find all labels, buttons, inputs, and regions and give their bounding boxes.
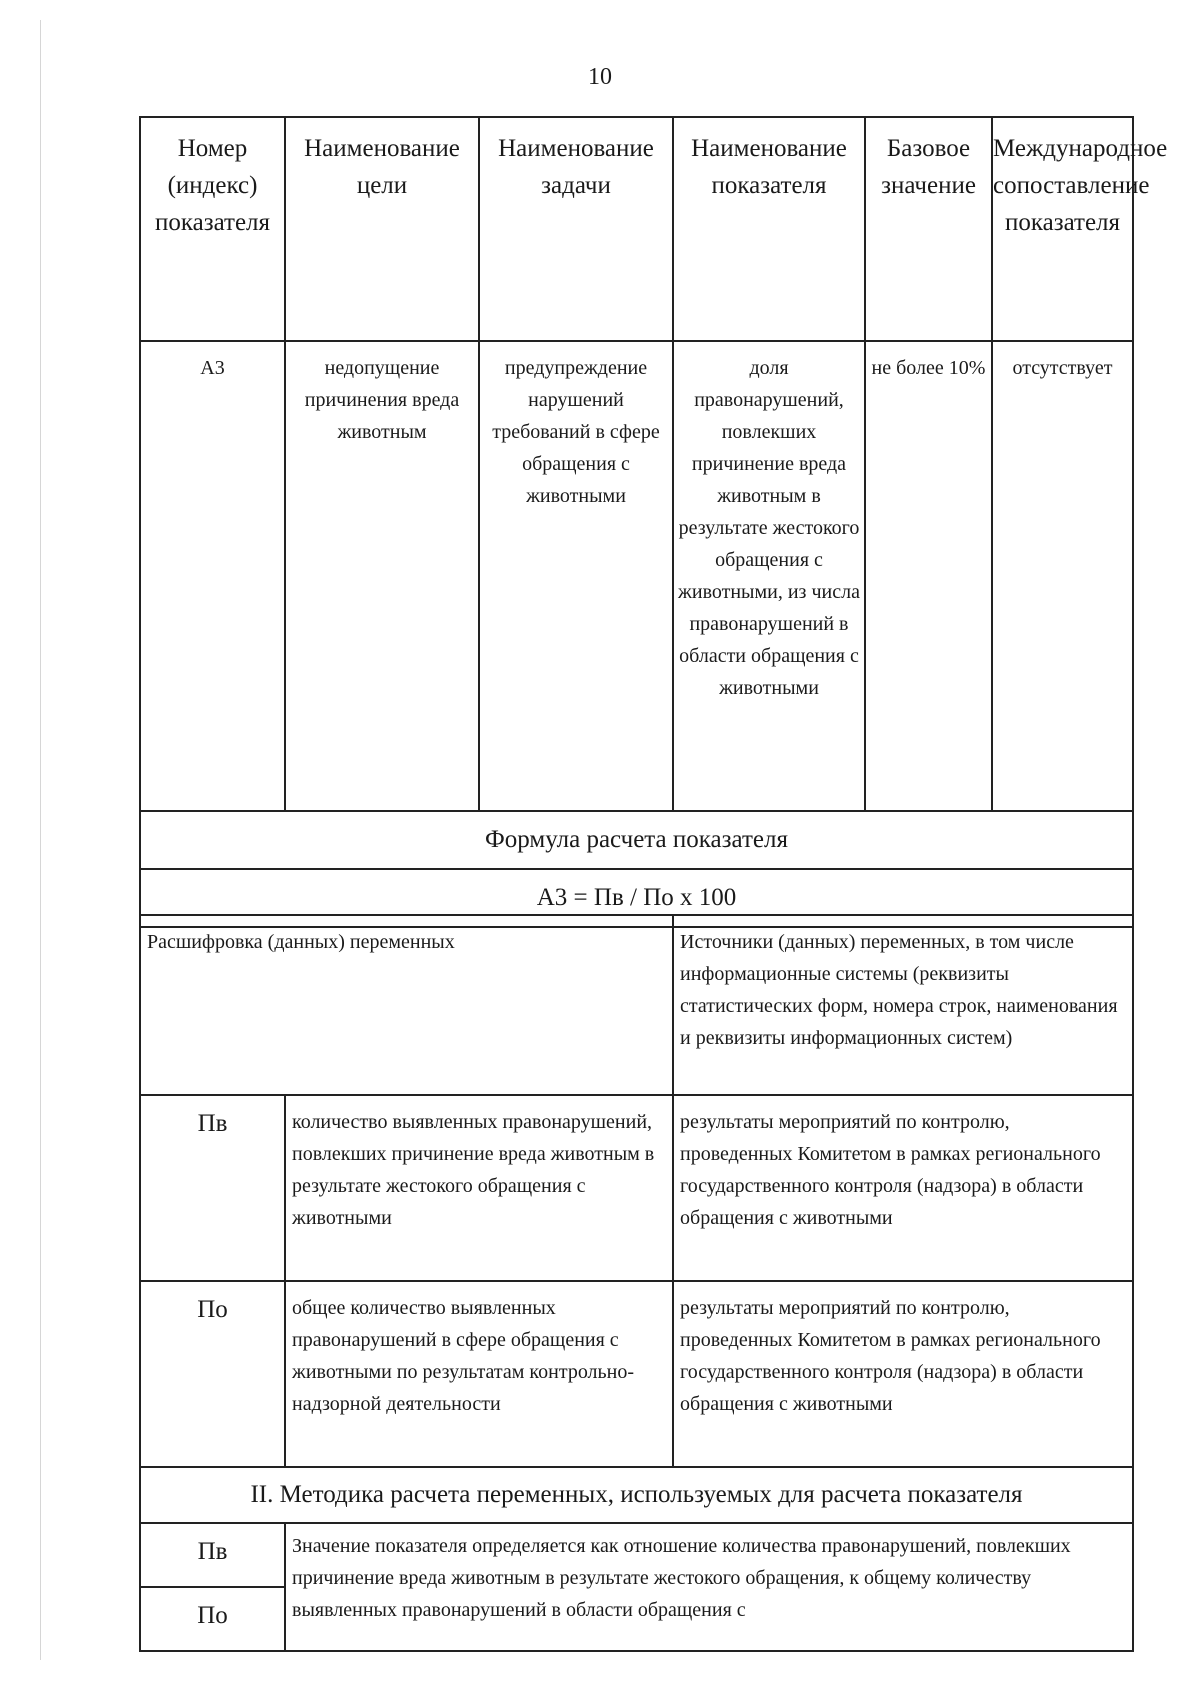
methodology-text: Значение показателя определяется как отношение количества правонарушений, повлекших причинение вреда животным в результате жестокого обращения, к общему количеству выявленных правонарушений в области обращения с bbox=[285, 1523, 1133, 1651]
methodology-symbol: Пв bbox=[140, 1523, 285, 1587]
indicator-data-row bbox=[140, 341, 1133, 811]
variable-description: количество выявленных правонарушений, повлекших причинение вреда животным в результате жестокого обращения с животными bbox=[285, 1095, 673, 1281]
variable-row bbox=[140, 1281, 1133, 1467]
header-task: Наименование задачи bbox=[479, 117, 673, 341]
cell-base-value: не более 10% bbox=[865, 341, 992, 811]
variables-decoding-header: Расшифровка (данных) переменных bbox=[140, 915, 673, 1095]
header-indicator: Наименование показателя bbox=[673, 117, 865, 341]
formula-title: Формула расчета показателя bbox=[140, 811, 1133, 869]
variable-symbol: По bbox=[140, 1281, 285, 1467]
variables-table bbox=[139, 914, 1134, 1652]
header-international: Международное сопоставление показателя bbox=[992, 117, 1133, 341]
methodology-symbol: По bbox=[140, 1587, 285, 1651]
cell-task: предупреждение нарушений требований в сфере обращения с животными bbox=[479, 341, 673, 811]
header-base-value: Базовое значение bbox=[865, 117, 992, 341]
methodology-row bbox=[140, 1523, 1133, 1587]
formula-title-row bbox=[140, 811, 1133, 869]
cell-goal: недопущение причинения вреда животным bbox=[285, 341, 479, 811]
indicator-table bbox=[139, 116, 1168, 928]
scan-margin-line bbox=[40, 20, 41, 1660]
header-goal: Наименование цели bbox=[285, 117, 479, 341]
methodology-title: II. Методика расчета переменных, используемых для расчета показателя bbox=[140, 1467, 1133, 1523]
variable-symbol: Пв bbox=[140, 1095, 285, 1281]
methodology-title-row bbox=[140, 1467, 1133, 1523]
cell-index: А3 bbox=[140, 341, 285, 811]
variable-source: результаты мероприятий по контролю, проведенных Комитетом в рамках регионального государственного контроля (надзора) в области обращения с животными bbox=[673, 1281, 1133, 1467]
variable-description: общее количество выявленных правонарушений в сфере обращения с животными по результатам контрольно-надзорной деятельности bbox=[285, 1281, 673, 1467]
indicator-header-row bbox=[140, 117, 1133, 341]
cell-international: отсутствует bbox=[992, 341, 1133, 811]
header-index: Номер (индекс) показателя bbox=[140, 117, 285, 341]
formula: А3 = Пв / По х 100 bbox=[140, 869, 1133, 927]
page-number: 10 bbox=[588, 64, 612, 90]
cell-indicator: доля правонарушений, повлекших причинение вреда животным в результате жестокого обращения с животными, из числа правонарушений в области обращения с животными bbox=[673, 341, 865, 811]
variables-header-row bbox=[140, 915, 1133, 1095]
variable-row bbox=[140, 1095, 1133, 1281]
variables-sources-header: Источники (данных) переменных, в том числе информационные системы (реквизиты статистических форм, номера строк, наименования и реквизиты информационных систем) bbox=[673, 915, 1133, 1095]
variable-source: результаты мероприятий по контролю, проведенных Комитетом в рамках регионального государственного контроля (надзора) в области обращения с животными bbox=[673, 1095, 1133, 1281]
